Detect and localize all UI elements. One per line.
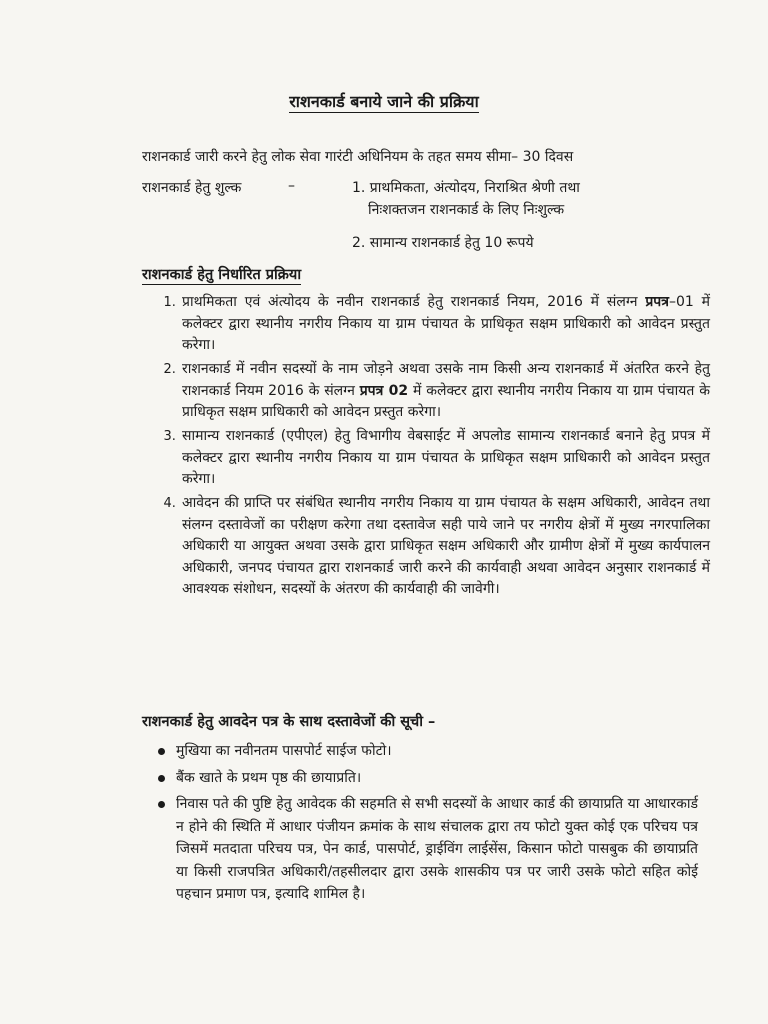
document-title: राशनकार्ड बनाये जाने की प्रक्रिया bbox=[289, 92, 479, 111]
procedure-item: 1. प्राथमिकता एवं अंत्योदय के नवीन राशनकार्ड हेतु राशनकार्ड नियम, 2016 में संलग्न प्रपत्र–01 में कलेक्टर द्वारा स्थानीय नगरीय निकाय या ग्राम पंचायत के प्राधिकृत सक्षम प्राधिकारी को आवेदन प्रस्तुत करेगा। bbox=[180, 292, 710, 357]
procedure-heading: राशनकार्ड हेतु निर्धारित प्रक्रिया bbox=[142, 267, 302, 283]
procedure-list bbox=[142, 292, 710, 603]
fee-item-2: 2. सामान्य राशनकार्ड हेतु 10 रूपये bbox=[352, 235, 534, 251]
documents-list bbox=[150, 740, 698, 910]
procedure-item: 4. आवेदन की प्राप्ति पर संबंधित स्थानीय नगरीय निकाय या ग्राम पंचायत के सक्षम अधिकारी, आवेदन तथा संलग्न दस्तावेजों का परीक्षण करेगा तथा दस्तावेज सही पाये जाने पर नगरीय क्षेत्रों में मुख्य नगरपालिका अधिकारी या आयुक्त अथवा उसके द्वारा प्राधिकृत सक्षम अधिकारी और ग्रामीण क्षेत्रों में मुख्य कार्यपालन अधिकारी, जनपद पंचायत द्वारा राशनकार्ड जारी करने की कार्यवाही अथवा आवेदन अनुसार राशनकार्ड में आवश्यक संशोधन, सदस्यों के अंतरण की कार्यवाही की जावेगी। bbox=[180, 493, 710, 601]
document-list-item: निवास पते की पुष्टि हेतु आवेदक की सहमति से सभी सदस्यों के आधार कार्ड की छायाप्रति या आधारकार्ड न होने की स्थिति में आधार पंजीयन क्रमांक के साथ संचालक द्वारा तय फोटो युक्त कोई एक परिचय पत्र जिसमें मतदाता परिचय पत्र, पेन कार्ड, पासपोर्ट, ड्राईविंग लाईसेंस, किसान फोटो पासबुक की छायाप्रति या किसी राजपत्रित अधिकारी/तहसीलदार द्वारा उसके शासकीय पत्र पर जारी उसके फोटो सहित कोई पहचान प्रमाण पत्र, इत्यादि शामिल है। bbox=[176, 793, 698, 906]
fee-dash: – bbox=[288, 178, 295, 194]
procedure-item: 3. सामान्य राशनकार्ड (एपीएल) हेतु विभागीय वेबसाईट में अपलोड सामान्य राशनकार्ड बनाने हेतु प्रपत्र में कलेक्टर द्वारा स्थानीय नगरीय निकाय या ग्राम पंचायत के प्राधिकृत सक्षम प्राधिकारी को आवेदन प्रस्तुत करेगा। bbox=[180, 426, 710, 491]
fee-item-1-line-2: निःशक्तजन राशनकार्ड के लिए निःशुल्क bbox=[368, 202, 565, 218]
fee-label: राशनकार्ड हेतु शुल्क bbox=[142, 180, 242, 196]
fee-item-1-line-1: 1. प्राथमिकता, अंत्योदय, निराश्रित श्रेणी तथा bbox=[352, 180, 580, 196]
documents-heading: राशनकार्ड हेतु आवदेन पत्र के साथ दस्तावेजों की सूची – bbox=[142, 714, 436, 730]
procedure-item: 2. राशनकार्ड में नवीन सदस्यों के नाम जोड़ने अथवा उसके नाम किसी अन्य राशनकार्ड में अंतरित करने हेतु राशनकार्ड नियम 2016 के संलग्न प्रपत्र 02 में कलेक्टर द्वारा स्थानीय नगरीय निकाय या ग्राम पंचायत के प्राधिकृत सक्षम प्राधिकारी को आवेदन प्रस्तुत करेगा। bbox=[180, 359, 710, 424]
document-list-item: बैंक खाते के प्रथम पृष्ठ की छायाप्रति। bbox=[176, 767, 698, 790]
time-limit-line: राशनकार्ड जारी करने हेतु लोक सेवा गारंटी अधिनियम के तहत समय सीमा– 30 दिवस bbox=[142, 149, 574, 165]
document-list-item: मुखिया का नवीनतम पासपोर्ट साईज फोटो। bbox=[176, 740, 698, 763]
